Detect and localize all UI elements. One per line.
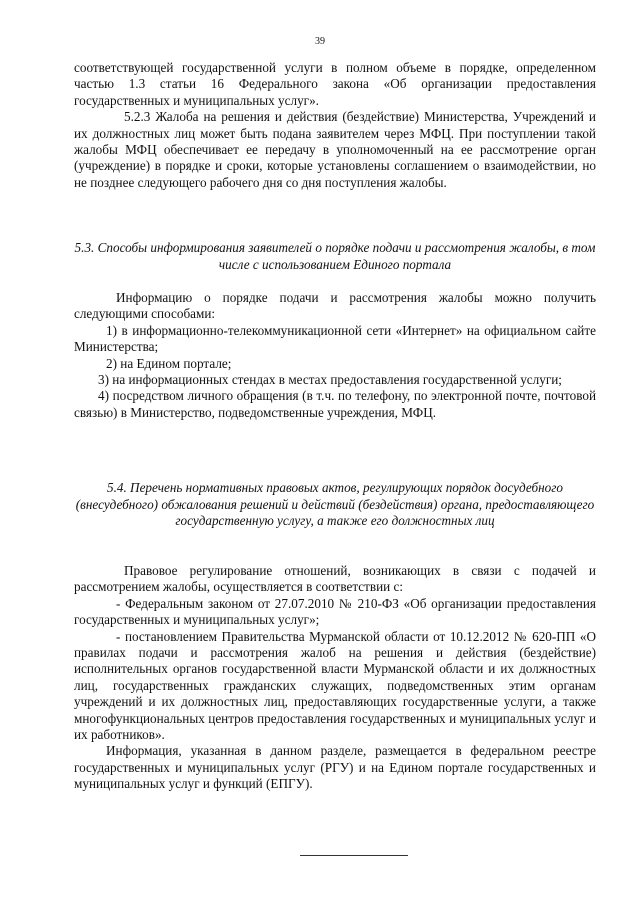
paragraph-5-4-closing: Информация, указанная в данном разделе, размещается в федеральном реестре государственных и муниципальных услуг (РГУ) и на Едином портале государственных и муниципальных услуг и функций (ЕПГУ). — [74, 743, 596, 792]
text-block-intro — [74, 60, 596, 191]
list-item-5-4-1: - Федеральным законом от 27.07.2010 № 210-ФЗ «Об организации предоставления государственных и муниципальных услуг»; — [74, 595, 596, 628]
section-heading-5-4: 5.4. Перечень нормативных правовых актов, регулирующих порядок досудебного (внесудебного) обжалования решений и действий (бездействия) органа, предоставляющего государственную услугу, а также его должностных лиц — [75, 480, 595, 529]
list-item-5-4-2: - постановлением Правительства Мурманской области от 10.12.2012 № 620-ПП «О правилах подачи и рассмотрения жалоб на решения и действия (бездействие) исполнительных органов государственной власти Мурманской области и их должностных лиц, государственных гражданских служащих, подведомственных этим органам учреждений и их должностных лиц, предоставляющих государственные услуги, а также многофункциональных центров предоставления государственных и муниципальных услуг и их работников». — [74, 628, 596, 743]
paragraph-5-2-3: 5.2.3 Жалоба на решения и действия (бездействие) Министерства, Учреждений и их должностных лиц может быть подана заявителем через МФЦ. При поступлении такой жалобы МФЦ обеспечивает ее передачу в уполномоченный на ее рассмотрение орган (учреждение) в порядке и сроки, которые установлены соглашением о взаимодействии, но не позднее следующего рабочего дня со дня поступления жалобы. — [74, 109, 596, 190]
paragraph-continuation: соответствующей государственной услуги в полном объеме в порядке, определенном частью 1.3 статьи 16 Федерального закона «Об организации предоставления государственных и муниципальных услуг». — [74, 60, 596, 108]
text-block-5-3 — [74, 290, 596, 421]
list-item-5-3-2: 2) на Едином портале; — [106, 355, 232, 371]
list-item-5-3-1: 1) в информационно-телекоммуникационной сети «Интернет» на официальном сайте Министерства; — [74, 322, 596, 355]
list-item-5-3-4: 4) посредством личного обращения (в т.ч. по телефону, по электронной почте, почтовой связью) в Министерство, подведомственные учреждения, МФЦ. — [74, 388, 596, 420]
paragraph-5-3-intro: Информацию о порядке подачи и рассмотрения жалобы можно получить следующими способами: — [74, 290, 596, 322]
paragraph-5-4-intro: Правовое регулирование отношений, возникающих в связи с подачей и рассмотрением жалобы, осуществляется в соответствии с: — [74, 563, 596, 595]
footer-divider — [300, 855, 408, 856]
list-item-5-3-3: 3) на информационных стендах в местах предоставления государственной услуги; — [98, 372, 562, 388]
section-heading-5-3: 5.3. Способы информирования заявителей о порядке подачи и рассмотрения жалобы, в том числе с использованием Единого портала — [74, 240, 596, 272]
text-block-5-4 — [74, 563, 596, 793]
page-number: 39 — [315, 36, 325, 47]
